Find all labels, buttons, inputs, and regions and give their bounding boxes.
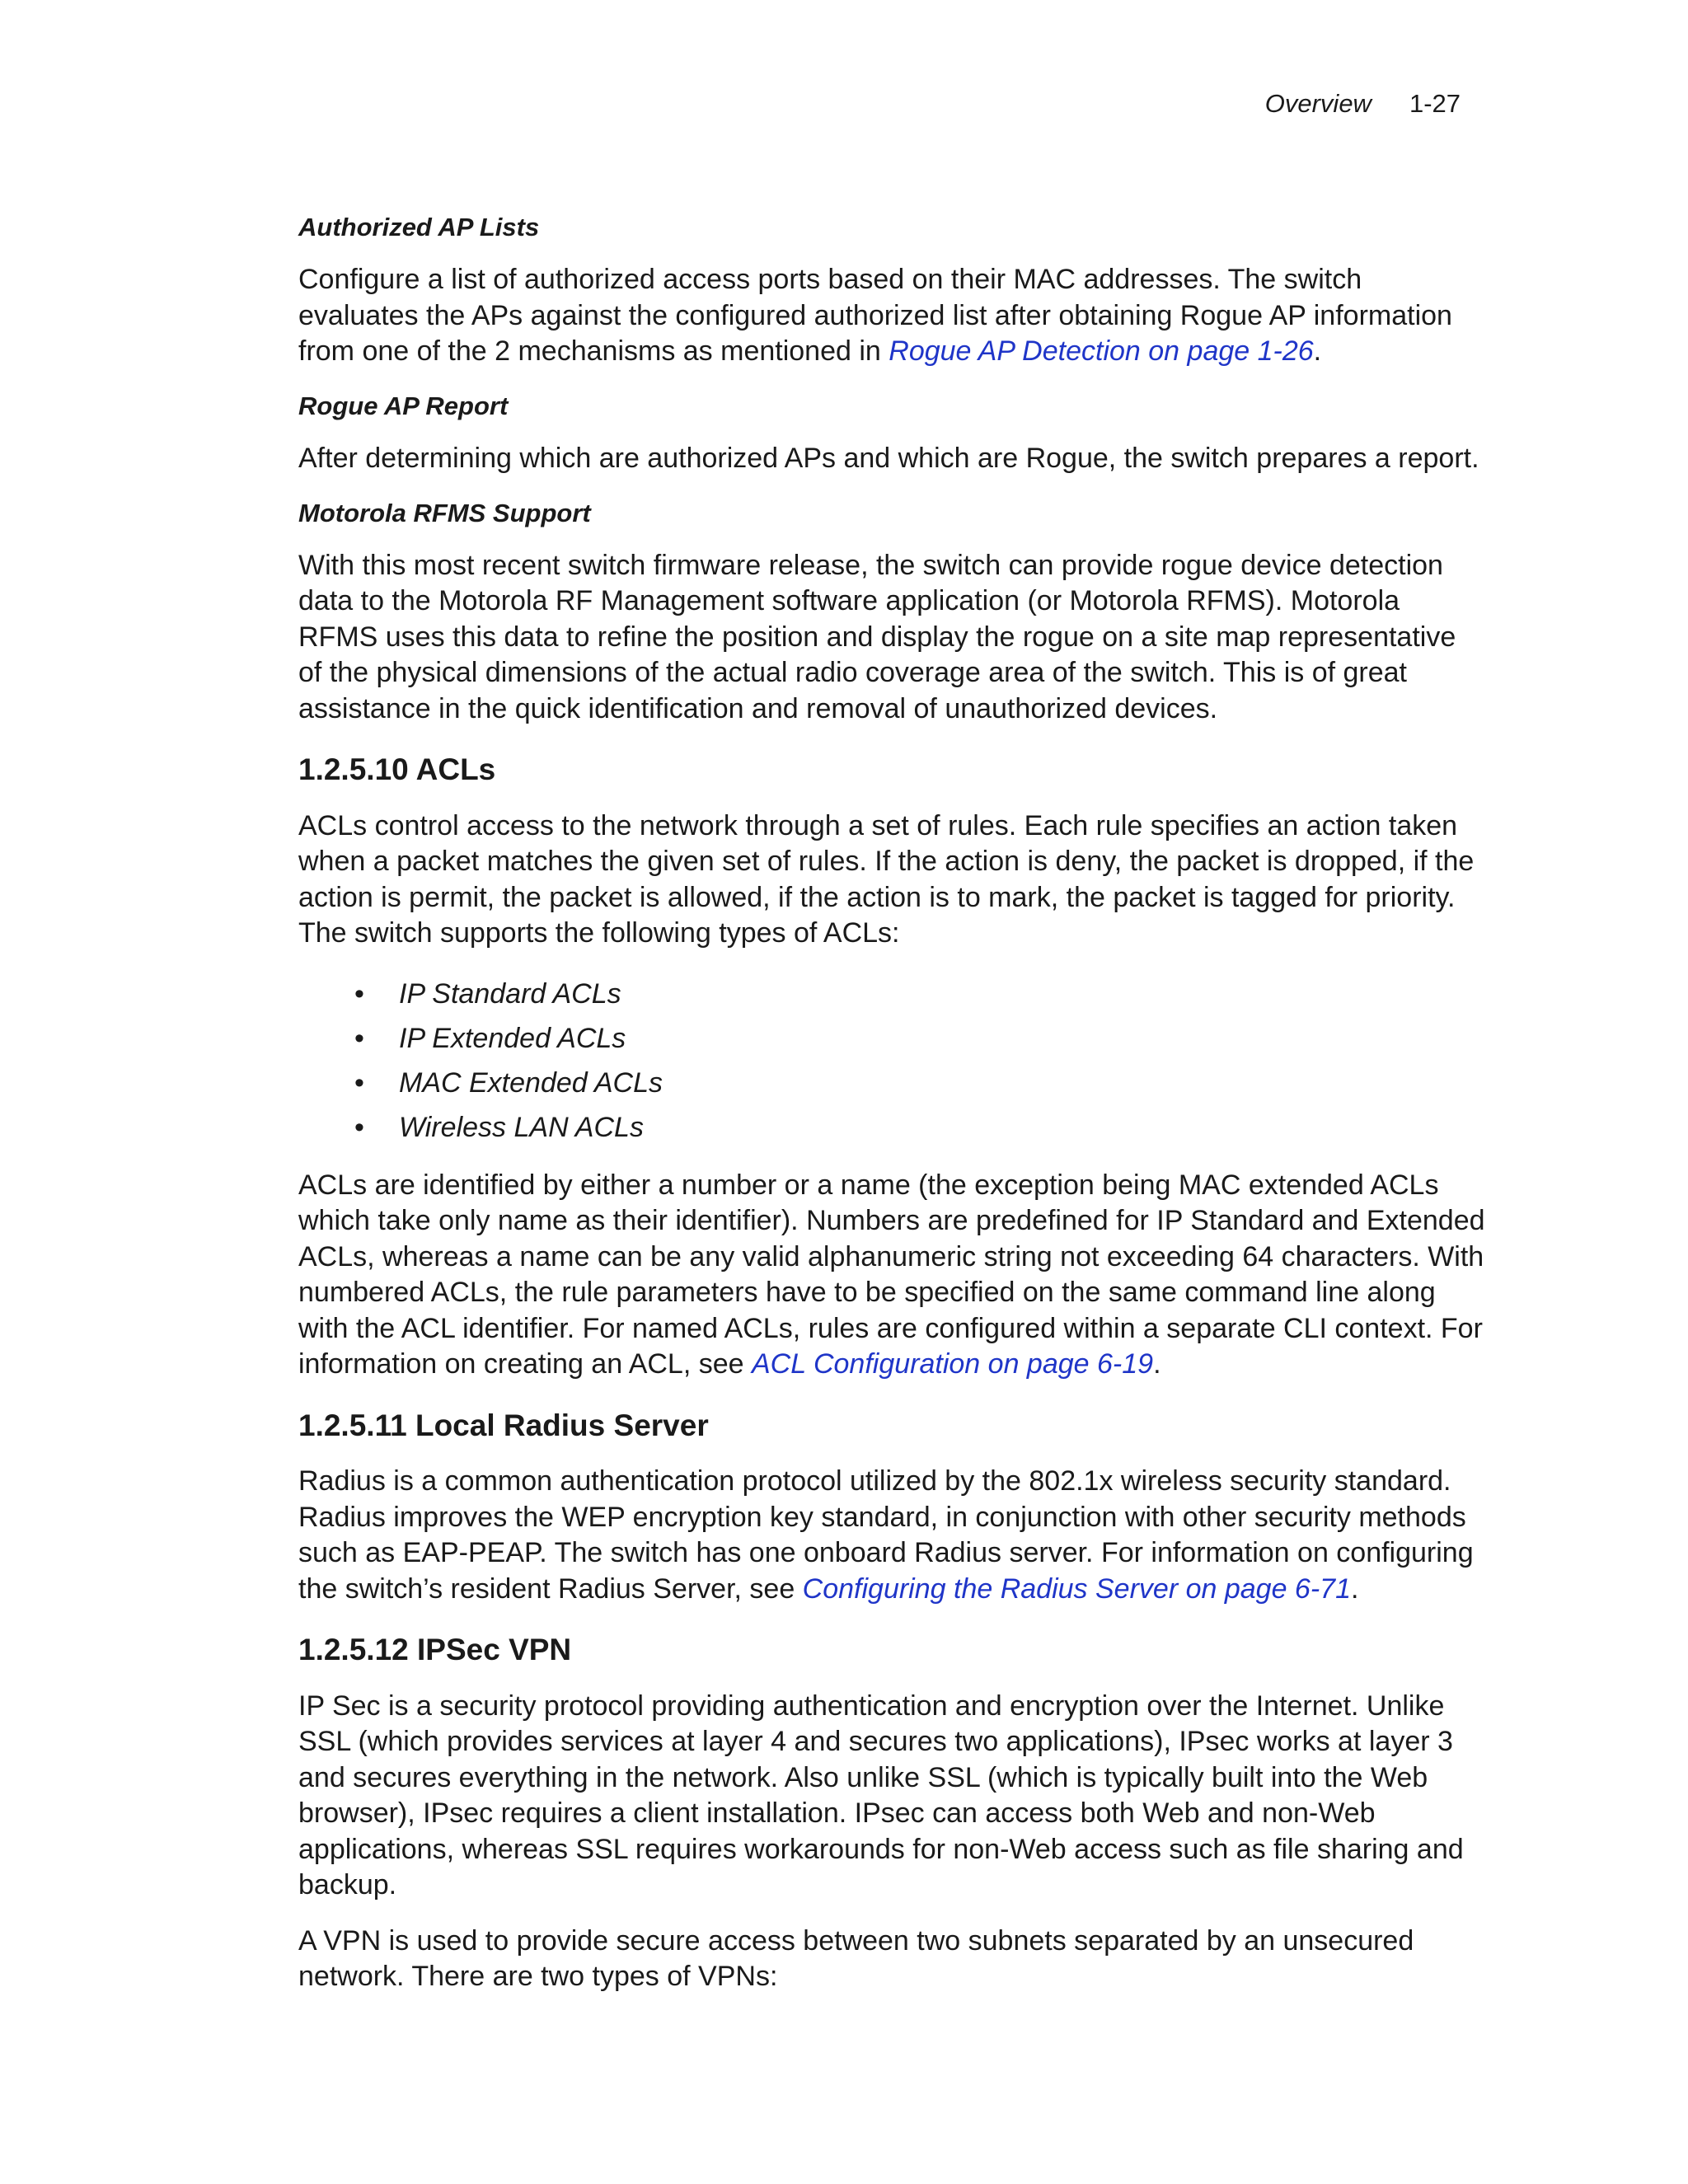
list-item bbox=[298, 1105, 1485, 1150]
bullet-icon: • bbox=[354, 977, 364, 1010]
acl-configuration-link[interactable]: ACL Configuration on page 6-19 bbox=[752, 1348, 1154, 1380]
rfms-support-heading: Motorola RFMS Support bbox=[298, 498, 591, 527]
bullet-icon: • bbox=[354, 1022, 364, 1054]
acl-types-list bbox=[298, 972, 1485, 1150]
acl-type-label: MAC Extended ACLs bbox=[399, 1066, 663, 1099]
ipsec-paragraph-2: A VPN is used to provide secure access between two subnets separated by an unsecured network. There are two types of VPNs: bbox=[298, 1924, 1414, 1993]
radius-text-end: . bbox=[1350, 1572, 1359, 1605]
rogue-ap-report-paragraph: After determining which are authorized APs and which are Rogue, the switch prepares a report. bbox=[298, 443, 1479, 475]
page-header bbox=[1265, 89, 1461, 119]
radius-server-link[interactable]: Configuring the Radius Server on page 6-71 bbox=[802, 1572, 1351, 1605]
acls-intro-paragraph: ACLs control access to the network through a set of rules. Each rule specifies an action taken when a packet matches the given set of rules. If the action is deny, the packet is dropped, if the action is permit, the packet is allowed, if the action is to mark, the packet is tagged for priority. The switch supports the following types of ACLs: bbox=[298, 809, 1475, 949]
page-content bbox=[298, 211, 1485, 2015]
rogue-ap-detection-link[interactable]: Rogue AP Detection on page 1-26 bbox=[889, 335, 1314, 368]
acl-type-label: IP Standard ACLs bbox=[399, 977, 621, 1010]
list-item bbox=[298, 1061, 1485, 1105]
page-number: 1-27 bbox=[1409, 89, 1461, 118]
bullet-icon: • bbox=[354, 1111, 364, 1143]
acl-type-label: Wireless LAN ACLs bbox=[399, 1111, 644, 1143]
acls-identification-text-end: . bbox=[1153, 1348, 1161, 1380]
rogue-ap-report-heading: Rogue AP Report bbox=[298, 391, 509, 420]
chapter-title: Overview bbox=[1264, 89, 1372, 118]
authorized-ap-lists-text: Configure a list of authorized access ports based on their MAC addresses. The switch evaluates the APs against the configured authorized list after obtaining Rogue AP information from one of the 2 mechanisms as mentioned in bbox=[298, 264, 1452, 368]
list-item bbox=[298, 1016, 1485, 1061]
ipsec-section-title: 1.2.5.12 IPSec VPN bbox=[298, 1633, 572, 1667]
list-item bbox=[298, 972, 1485, 1016]
bullet-icon: • bbox=[354, 1066, 364, 1099]
authorized-ap-lists-heading: Authorized AP Lists bbox=[298, 213, 540, 241]
acls-identification-text: ACLs are identified by either a number or a name (the exception being MAC extended ACLs which take only name as their identifier). Numbers are predefined for IP Standard and Extended ACLs, whereas a name can be any valid alphanumeric string not exceeding 64 characters. With numbered ACLs, the rule parameters have to be specified on the same command line along with the ACL identifier. For named ACLs, rules are configured within a separate CLI context. For information on creating an ACL, see bbox=[298, 1169, 1485, 1380]
rfms-support-paragraph: With this most recent switch firmware release, the switch can provide rogue device detection data to the Motorola RF Management software application (or Motorola RFMS). Motorola RFMS uses this data to refine the position and display the rogue on a site map representative of the physical dimensions of the actual radio coverage area of the switch. This is of great assistance in the quick identification and removal of unauthorized devices. bbox=[298, 549, 1456, 724]
acls-section-title: 1.2.5.10 ACLs bbox=[298, 752, 496, 787]
authorized-ap-lists-text-end: . bbox=[1313, 335, 1322, 368]
authorized-ap-lists-paragraph bbox=[298, 262, 1485, 370]
radius-text: Radius is a common authentication protocol utilized by the 802.1x wireless security standard. Radius improves the WEP encryption key standard, in conjunction with other security methods such as EAP-PEAP. The switch has one onboard Radius server. For information on configuring the switch’s resident Radius Server, see bbox=[298, 1465, 1474, 1605]
ipsec-paragraph-1: IP Sec is a security protocol providing authentication and encryption over the Internet. Unlike SSL (which provides services at layer 4 and secures two applications), IPsec works at layer 3 and secures everything in the network. Also unlike SSL (which is typically built into the Web browser), IPsec requires a client installation. IPsec can access both Web and non-Web applications, whereas SSL requires workarounds for non-Web access such as file sharing and backup. bbox=[298, 1690, 1464, 1901]
radius-paragraph bbox=[298, 1464, 1485, 1607]
acls-identification-paragraph bbox=[298, 1168, 1485, 1383]
radius-section-title: 1.2.5.11 Local Radius Server bbox=[298, 1408, 709, 1442]
acl-type-label: IP Extended ACLs bbox=[399, 1022, 626, 1054]
